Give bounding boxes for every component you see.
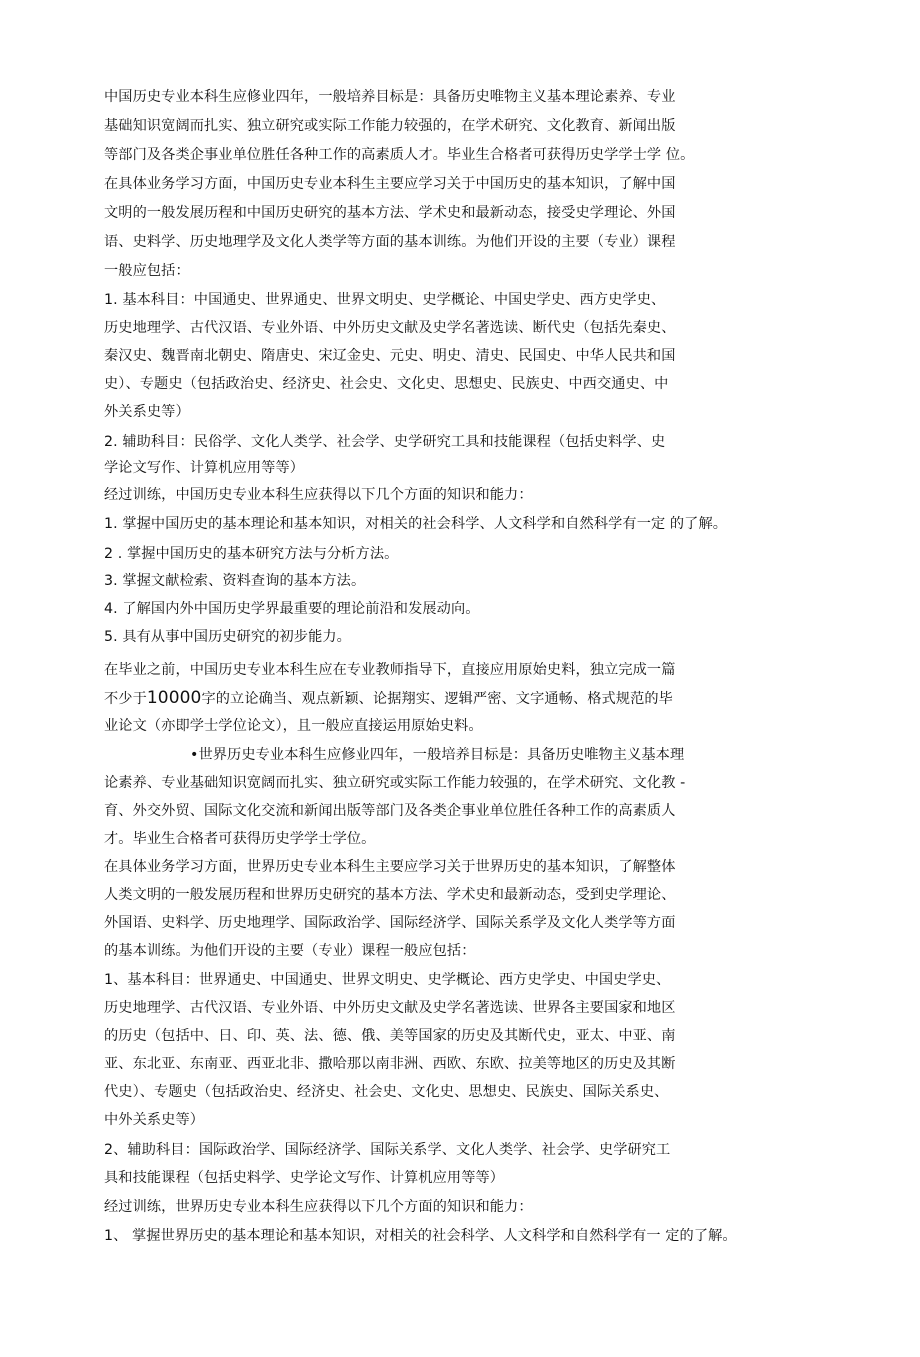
text-segment: 不少于 (104, 691, 147, 707)
paragraph-line: 人类文明的一般发展历程和世界历史研究的基本方法、学术史和最新动态，受到史学理论、 (104, 887, 676, 903)
word-count-number: 10000 (146, 688, 202, 708)
paragraph-line: 的基本训练。为他们开设的主要（专业）课程一般应包括： (104, 943, 476, 959)
paragraph-line (104, 688, 673, 709)
paragraph-line: 等部门及各类企事业单位胜任各种工作的高素质人才。毕业生合格者可获得历史学学士学 位。 (104, 147, 695, 163)
list-item: 2. 辅助科目：民俗学、文化人类学、社会学、史学研究工具和技能课程（包括史料学、史 (104, 434, 666, 450)
paragraph-line: 外关系史等） (104, 404, 190, 420)
list-item: 5. 具有从事中国历史研究的初步能力。 (104, 629, 351, 645)
list-item: 1、基本科目：世界通史、中国通史、世界文明史、史学概论、西方史学史、中国史学史、 (104, 972, 671, 988)
paragraph-line: 秦汉史、魏晋南北朝史、隋唐史、宋辽金史、元史、明史、清史、民国史、中华人民共和国 (104, 348, 676, 364)
paragraph-line: 一般应包括： (104, 263, 190, 279)
paragraph-line: 外国语、史料学、历史地理学、国际政治学、国际经济学、国际关系学及文化人类学等方面 (104, 915, 676, 931)
list-item: 1. 基本科目：中国通史、世界通史、世界文明史、史学概论、中国史学史、西方史学史、 (104, 292, 666, 308)
list-item: 1、 掌握世界历史的基本理论和基本知识，对相关的社会科学、人文科学和自然科学有一 定的了解。 (104, 1228, 737, 1244)
paragraph-line: 亚、东北亚、东南亚、西亚北非、撒哈那以南非洲、西欧、东欧、拉美等地区的历史及其断 (104, 1056, 676, 1072)
paragraph-line: 育、外交外贸、国际文化交流和新闻出版等部门及各类企事业单位胜任各种工作的高素质人 (104, 803, 676, 819)
paragraph-line: 经过训练，世界历史专业本科生应获得以下几个方面的知识和能力： (104, 1199, 533, 1215)
list-item: 3. 掌握文献检索、资料查询的基本方法。 (104, 573, 366, 589)
paragraph-line: 语、史料学、历史地理学及文化人类学等方面的基本训练。为他们开设的主要（专业）课程 (104, 234, 676, 250)
paragraph-line: •世界历史专业本科生应修业四年，一般培养目标是：具备历史唯物主义基本理 (190, 747, 685, 763)
paragraph-line: 代史）、专题史（包括政治史、经济史、社会史、文化史、思想史、民族史、国际关系史、 (104, 1084, 669, 1100)
paragraph-line: 学论文写作、计算机应用等等） (104, 460, 305, 476)
paragraph-line: 历史地理学、古代汉语、专业外语、中外历史文献及史学名著选读、断代史（包括先秦史、 (104, 320, 676, 336)
list-item: 4. 了解国内外中国历史学界最重要的理论前沿和发展动向。 (104, 601, 480, 617)
paragraph-line: 在具体业务学习方面，世界历史专业本科生主要应学习关于世界历史的基本知识，了解整体 (104, 859, 676, 875)
paragraph-line: 论素养、专业基础知识宽阔而扎实、独立研究或实际工作能力较强的，在学术研究、文化教 - (104, 775, 686, 791)
text-segment: 字的立论确当、观点新颖、论据翔实、逻辑严密、文字通畅、格式规范的毕 (201, 691, 673, 707)
paragraph-line: 文明的一般发展历程和中国历史研究的基本方法、学术史和最新动态，接受史学理论、外国 (104, 205, 676, 221)
paragraph-line: 中外关系史等） (104, 1112, 205, 1128)
paragraph-line: 具和技能课程（包括史料学、史学论文写作、计算机应用等等） (104, 1170, 505, 1186)
paragraph-line: 的历史（包括中、日、印、英、法、德、俄、美等国家的历史及其断代史，亚太、中亚、南 (104, 1028, 676, 1044)
paragraph-line: 历史地理学、古代汉语、专业外语、中外历史文献及史学名著选读、世界各主要国家和地区 (104, 1000, 676, 1016)
list-item: 2、辅助科目：国际政治学、国际经济学、国际关系学、文化人类学、社会学、史学研究工 (104, 1142, 671, 1158)
paragraph-line: 在毕业之前，中国历史专业本科生应在专业教师指导下，直接应用原始史料，独立完成一篇 (104, 662, 676, 678)
list-item: 1. 掌握中国历史的基本理论和基本知识，对相关的社会科学、人文科学和自然科学有一定 的了解。 (104, 516, 728, 532)
paragraph-line: 中国历史专业本科生应修业四年，一般培养目标是：具备历史唯物主义基本理论素养、专业 (104, 89, 676, 105)
paragraph-line: 在具体业务学习方面，中国历史专业本科生主要应学习关于中国历史的基本知识，了解中国 (104, 176, 676, 192)
paragraph-line: 基础知识宽阔而扎实、独立研究或实际工作能力较强的，在学术研究、文化教育、新闻出版 (104, 118, 676, 134)
paragraph-line: 史）、专题史（包括政治史、经济史、社会史、文化史、思想史、民族史、中西交通史、中 (104, 376, 669, 392)
paragraph-line: 经过训练，中国历史专业本科生应获得以下几个方面的知识和能力： (104, 487, 533, 503)
paragraph-line: 才。毕业生合格者可获得历史学学士学位。 (104, 831, 376, 847)
paragraph-line: 业论文（亦即学士学位论文），且一般应直接运用原始史料。 (104, 718, 483, 734)
list-item: 2 . 掌握中国历史的基本研究方法与分析方法。 (104, 546, 399, 562)
